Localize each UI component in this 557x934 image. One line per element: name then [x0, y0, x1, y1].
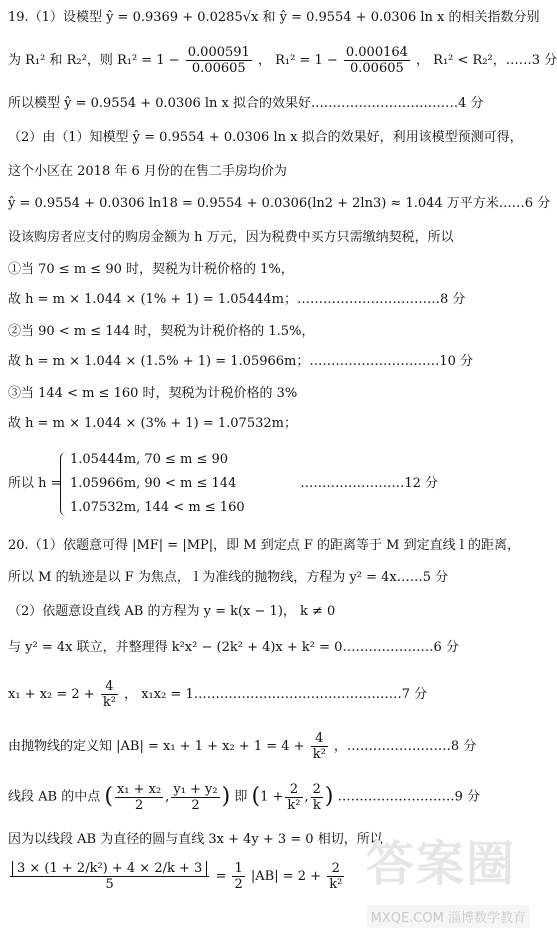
line-20-midpoint: 线段 AB 的中点 ( $\frac{\text{x₁ + x₂}}{2}$ , $\frac{\text{y₁ + y₂}}{2}$ ) 即 (1 + $\frac{2}{\text{k²}}$ , $\frac{2}{k}$ ) ………………………9 分: [8, 781, 481, 813]
fraction-numerator: 2: [327, 861, 344, 877]
line-19-case1: ①当 70 ≤ m ≤ 90 时，契税为计税价格的 1%，: [8, 262, 294, 277]
piecewise-case-1: 1.05444m, 70 ≤ m ≤ 90: [70, 452, 229, 467]
fraction-y-mid: [171, 782, 219, 813]
fraction-denominator: 2: [234, 877, 243, 892]
text-segment: ， x₁x₂ = 1…………………………………………7 分: [124, 687, 428, 702]
text-segment: x₁ + x₂ = 2 +: [8, 687, 95, 702]
line-20-tangent: 因为以线段 AB 为直径的圆与直线 3x + 4y + 3 = 0 相切，所以: [8, 832, 383, 847]
text-segment: 所以 h =: [8, 476, 62, 491]
line-19-case2: ②当 90 < m ≤ 144 时，契税为计税价格的 1.5%，: [8, 324, 315, 339]
fraction-numerator: x₁ + x₂: [116, 781, 162, 797]
fraction-numerator: 4: [311, 731, 328, 747]
line-19-intro: 19.（1）设模型 ŷ = 0.9369 + 0.0285√x 和 ŷ = 0.9554 + 0.0306 ln x 的相关指数分别: [8, 10, 540, 25]
fraction-numerator: 4: [101, 679, 118, 695]
fraction-denominator: 5: [105, 877, 114, 892]
score-12: ……………………12 分: [300, 476, 438, 491]
fraction-4-over-k2: [101, 679, 118, 710]
fraction-numerator: 2: [312, 781, 321, 797]
line-20-combine: 与 y² = 4x 联立，并整理得 k²x² − (2k² + 4)x + k² = 0…………………6 分: [8, 640, 459, 655]
fraction-denominator: 0.00605: [350, 61, 404, 76]
fraction-r2: [344, 45, 410, 76]
line-19-r-squared: [8, 44, 557, 78]
watermark-site: MXQE.COM: [370, 911, 444, 926]
fraction-numerator: 0.000164: [345, 45, 408, 60]
fraction-denominator: k²: [312, 747, 326, 762]
line-19-community: 这个小区在 2018 年 6 月份的在售二手房均价为: [8, 164, 287, 179]
watermark-source: [367, 905, 530, 928]
text-segment: 1 +: [260, 789, 284, 805]
fraction-denominator: k²: [329, 877, 343, 892]
text-segment: 由抛物线的定义知 |AB| = x₁ + 1 + x₂ + 1 = 4 +: [8, 739, 305, 754]
piecewise-case-3: 1.07532m, 144 < m ≤ 160: [70, 500, 245, 515]
fraction-numerator: [10, 861, 209, 877]
line-19-case3: ③当 144 < m ≤ 160 时，契税为计税价格的 3%: [8, 386, 298, 401]
absolute-value-expression: 3 × (1 + 2/k²) + 4 × 2/k + 3: [12, 861, 207, 876]
fraction-denominator: 2: [191, 797, 200, 813]
line-19-part2-intro: （2）由（1）知模型 ŷ = 0.9554 + 0.0306 ln x 拟合的效果好，利用该模型预测可得，: [8, 130, 523, 145]
text-segment: 线段 AB 的中点: [8, 789, 101, 805]
line-20-chord-length: [8, 730, 528, 764]
line-19-purchase: 设该购房者应支付的购房金额为 h 万元，因为税费中买方只需缴纳契税，所以: [8, 230, 454, 245]
fraction-r1: [186, 45, 252, 76]
text-segment: ， R₁² < R₂²，……3 分: [416, 53, 557, 68]
fraction-half: [232, 861, 244, 892]
fraction-denominator: 0.00605: [191, 61, 246, 76]
text-segment: |AB| = 2 +: [250, 869, 322, 884]
fraction-numerator: y₁ + y₂: [173, 781, 218, 797]
text-segment: 即: [234, 789, 248, 805]
score-9: ………………………9 分: [337, 789, 481, 805]
line-19-case2-result: 故 h = m × 1.044 × (1.5% + 1) = 1.05966m；…………………………10 分: [8, 354, 474, 369]
fraction-distance: [10, 861, 209, 892]
text-segment: 为 R₁² 和 R₂²，则 R₁² = 1 −: [8, 53, 180, 68]
line-19-case3-result: 故 h = m × 1.044 × (3% + 1) = 1.07532m；: [8, 416, 297, 431]
fraction-denominator: k: [312, 797, 321, 813]
fraction-4-over-k2: [311, 731, 328, 762]
fraction-2-over-k2: [285, 782, 302, 813]
fraction-2-over-k2: [327, 861, 344, 892]
fraction-2-over-k: [311, 782, 323, 813]
fraction-denominator: 2: [134, 797, 144, 813]
fraction-numerator: 2: [285, 782, 302, 798]
fraction-denominator: k²: [287, 797, 301, 813]
line-19-conclusion: 所以模型 ŷ = 0.9554 + 0.0306 ln x 拟合的效果好.……………………………4 分: [8, 96, 484, 111]
text-segment: ， R₁² = 1 −: [257, 53, 338, 68]
fraction-x-mid: [115, 782, 163, 813]
fraction-numerator: 1: [234, 861, 243, 876]
watermark-logo: 答案圈: [365, 836, 516, 892]
line-19-prediction: ŷ = 0.9554 + 0.0306 ln18 = 0.9554 + 0.0306(ln2 + 2ln3) ≈ 1.044 万平方米……6 分: [8, 196, 551, 211]
line-20-vieta: [8, 678, 528, 712]
fraction-numerator: 0.000591: [187, 45, 250, 60]
text-segment: =: [215, 869, 227, 884]
text-segment: ，……………………8 分: [333, 739, 477, 754]
line-20-part2-intro: （2）依题意设直线 AB 的方程为 y = k(x − 1)， k ≠ 0: [8, 604, 336, 619]
line-20-intro: 20.（1）依题意可得 |MF| = |MP|，即 M 到定点 F 的距离等于 M 到定直线 l 的距离，: [8, 538, 521, 553]
piecewise-case-2: 1.05966m, 90 < m ≤ 144: [70, 476, 237, 491]
watermark-source-label: 淄博数学教育: [447, 911, 526, 926]
fraction-denominator: k²: [102, 695, 116, 710]
line-19-case1-result: 故 h = m × 1.044 × (1% + 1) = 1.05444m；……………………………8 分: [8, 292, 466, 307]
piecewise-brace: [60, 452, 67, 516]
line-20-trajectory: 所以 M 的轨迹是以 F 为焦点， l 为准线的抛物线，方程为 y² = 4x……5 分: [8, 570, 449, 585]
